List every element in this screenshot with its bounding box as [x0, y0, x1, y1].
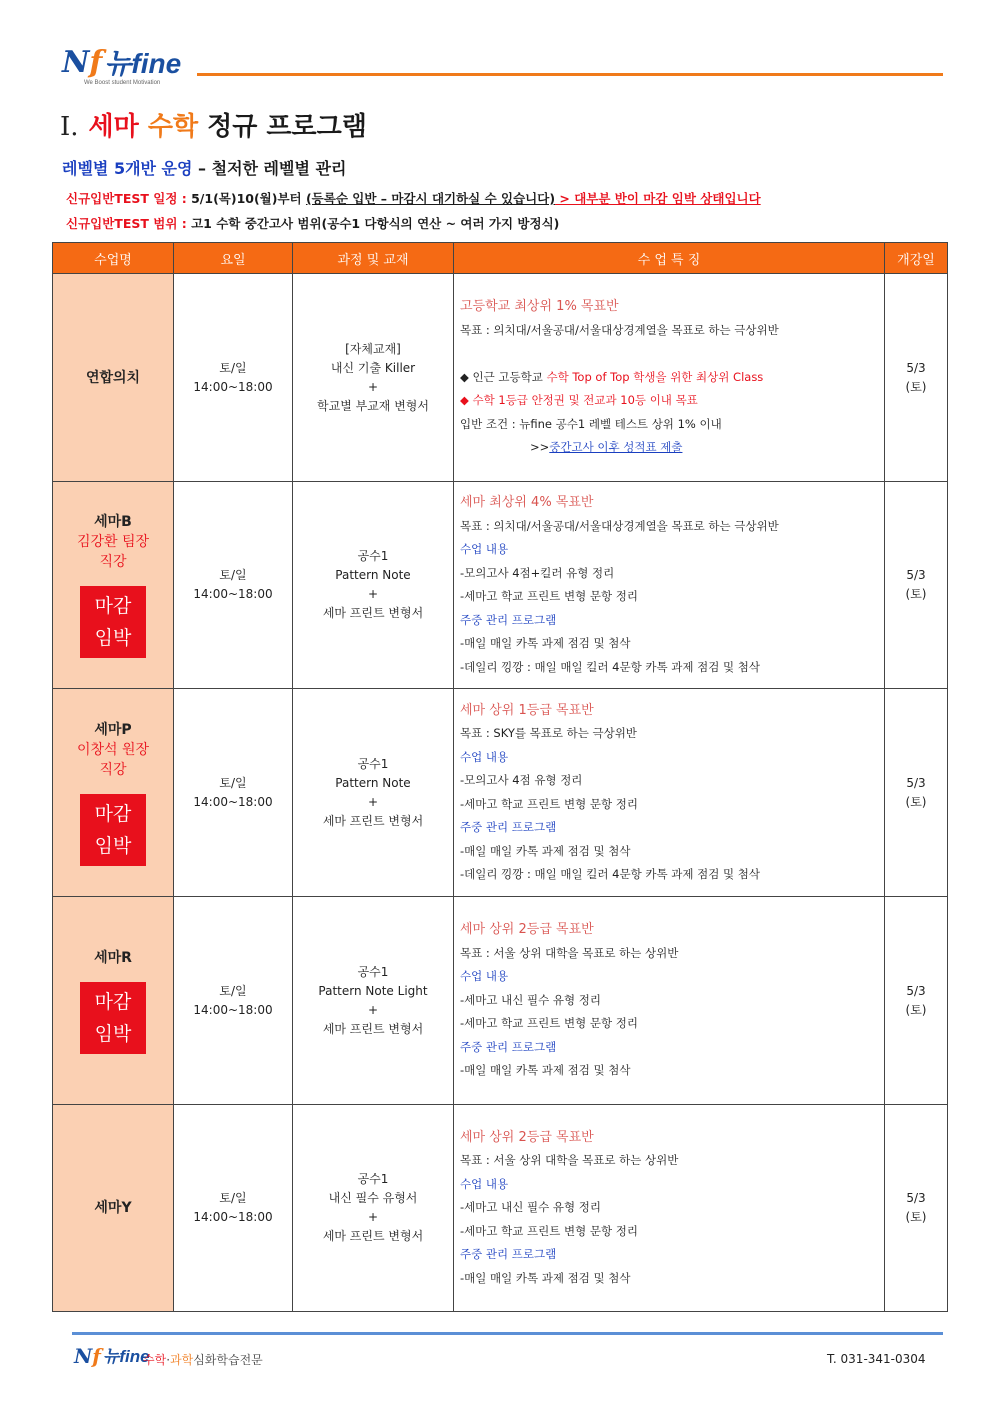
- book-cell: [자체교재] 내신 기출 Killer + 학교별 부교재 변형서: [293, 274, 454, 482]
- page-subtitle: 레벨별 5개반 운영 – 철저한 레벨별 관리: [62, 159, 347, 178]
- features-cell: 고등학교 최상위 1% 목표반 목표 : 의치대/서울공대/서울대상경계열을 목표로 하는 극상위반 ◆ 인근 고등학교 수학 Top of Top 학생을 위한 최상위 Class ◆ 수학 1등급 안정권 및 전교과 10등 이내 목표 입반 조건 : 뉴fine 공수1 레벨 테스트 상위 1% 이내 >>중간고사 이후 성적표 제출: [454, 274, 885, 482]
- class-name-cell: 세마R 마감 임박: [53, 897, 174, 1105]
- open-date-cell: 5/3 (토): [885, 1105, 948, 1312]
- brand-logo: [62, 45, 182, 80]
- test-schedule: 신규입반TEST 일정 : 5/1(목)10(월)부터 (등록순 입반 – 마감시 대기하실 수 있습니다) > 대부분 반이 마감 임박 상태입니다: [66, 191, 761, 206]
- logo-mark: Nf: [62, 45, 103, 80]
- day-cell: 토/일 14:00~18:00: [174, 897, 293, 1105]
- class-name-cell: 세마P 이창석 원장 직강 마감 임박: [53, 689, 174, 897]
- open-date-cell: 5/3 (토): [885, 897, 948, 1105]
- page-title: I. 세마 수학 정규 프로그램: [60, 112, 367, 142]
- table-header-row: [53, 243, 948, 274]
- class-name-cell: 세마B 김강환 팀장 직강 마감 임박: [53, 482, 174, 689]
- open-date-cell: 5/3 (토): [885, 274, 948, 482]
- logo-text: 뉴fine: [102, 1347, 150, 1366]
- open-date-cell: 5/3 (토): [885, 689, 948, 897]
- header-open-date: 개강일: [885, 243, 948, 274]
- features-cell: 세마 상위 2등급 목표반 목표 : 서울 상위 대학을 목표로 하는 상위반 수업 내용 -세마고 내신 필수 유형 정리 -세마고 학교 프린트 변형 문항 정리 주중 관리 프로그램 -매일 매일 카톡 과제 점검 및 첨삭: [454, 897, 885, 1105]
- table-row: [53, 1105, 948, 1312]
- day-cell: 토/일 14:00~18:00: [174, 274, 293, 482]
- test-scope: 신규입반TEST 범위 : 고1 수학 중간고사 범위(공수1 다항식의 연산 ~ 여러 가지 방정식): [66, 216, 560, 231]
- header-course-book: 과정 및 교재: [293, 243, 454, 274]
- header-class-name: 수업명: [53, 243, 174, 274]
- day-cell: 토/일 14:00~18:00: [174, 689, 293, 897]
- features-cell: 세마 상위 1등급 목표반 목표 : SKY를 목표로 하는 극상위반 수업 내용 -모의고사 4점 유형 정리 -세마고 학교 프린트 변형 문항 정리 주중 관리 프로그램 -매일 매일 카톡 과제 점검 및 첨삭 -데일리 낑깡 : 매일 매일 킬러 4문항 카톡 과제 점검 및 첨삭: [454, 689, 885, 897]
- header-divider: [197, 73, 943, 76]
- day-cell: 토/일 14:00~18:00: [174, 482, 293, 689]
- footer-divider: [72, 1332, 943, 1335]
- book-cell: 공수1 Pattern Note + 세마 프린트 변형서: [293, 482, 454, 689]
- class-schedule-table: [52, 242, 948, 1312]
- header-features: 수 업 특 징: [454, 243, 885, 274]
- table-row: [53, 689, 948, 897]
- class-name-cell: 세마Y: [53, 1105, 174, 1312]
- footer-phone: T. 031-341-0304: [827, 1352, 926, 1366]
- table-row: [53, 482, 948, 689]
- report-submit-link[interactable]: 중간고사 이후 성적표 제출: [549, 440, 683, 455]
- logo-text: 뉴fine: [104, 48, 182, 79]
- closing-soon-badge: 마감 임박: [80, 982, 146, 1054]
- features-cell: 세마 최상위 4% 목표반 목표 : 의치대/서울공대/서울대상경계열을 목표로 하는 극상위반 수업 내용 -모의고사 4점+킬러 유형 정리 -세마고 학교 프린트 변형 문항 정리 주중 관리 프로그램 -매일 매일 카톡 과제 점검 및 첨삭 -데일리 낑깡 : 매일 매일 킬러 4문항 카톡 과제 점검 및 첨삭: [454, 482, 885, 689]
- table-row: [53, 274, 948, 482]
- footer-logo: [74, 1346, 150, 1366]
- book-cell: 공수1 Pattern Note Light + 세마 프린트 변형서: [293, 897, 454, 1105]
- closing-soon-badge: 마감 임박: [80, 794, 146, 866]
- logo-mark: Nf: [74, 1344, 101, 1368]
- table-row: [53, 897, 948, 1105]
- day-cell: 토/일 14:00~18:00: [174, 1105, 293, 1312]
- logo-tagline: We Boost student Motivation: [84, 80, 161, 86]
- features-cell: 세마 상위 2등급 목표반 목표 : 서울 상위 대학을 목표로 하는 상위반 수업 내용 -세마고 내신 필수 유형 정리 -세마고 학교 프린트 변형 문항 정리 주중 관리 프로그램 -매일 매일 카톡 과제 점검 및 첨삭: [454, 1105, 885, 1312]
- open-date-cell: 5/3 (토): [885, 482, 948, 689]
- book-cell: 공수1 내신 필수 유형서 + 세마 프린트 변형서: [293, 1105, 454, 1312]
- header-day: 요일: [174, 243, 293, 274]
- closing-soon-badge: 마감 임박: [80, 586, 146, 658]
- book-cell: 공수1 Pattern Note + 세마 프린트 변형서: [293, 689, 454, 897]
- footer-tagline: 수학·과학심화학습전문: [143, 1353, 263, 1367]
- class-name-cell: 연합의치: [53, 274, 174, 482]
